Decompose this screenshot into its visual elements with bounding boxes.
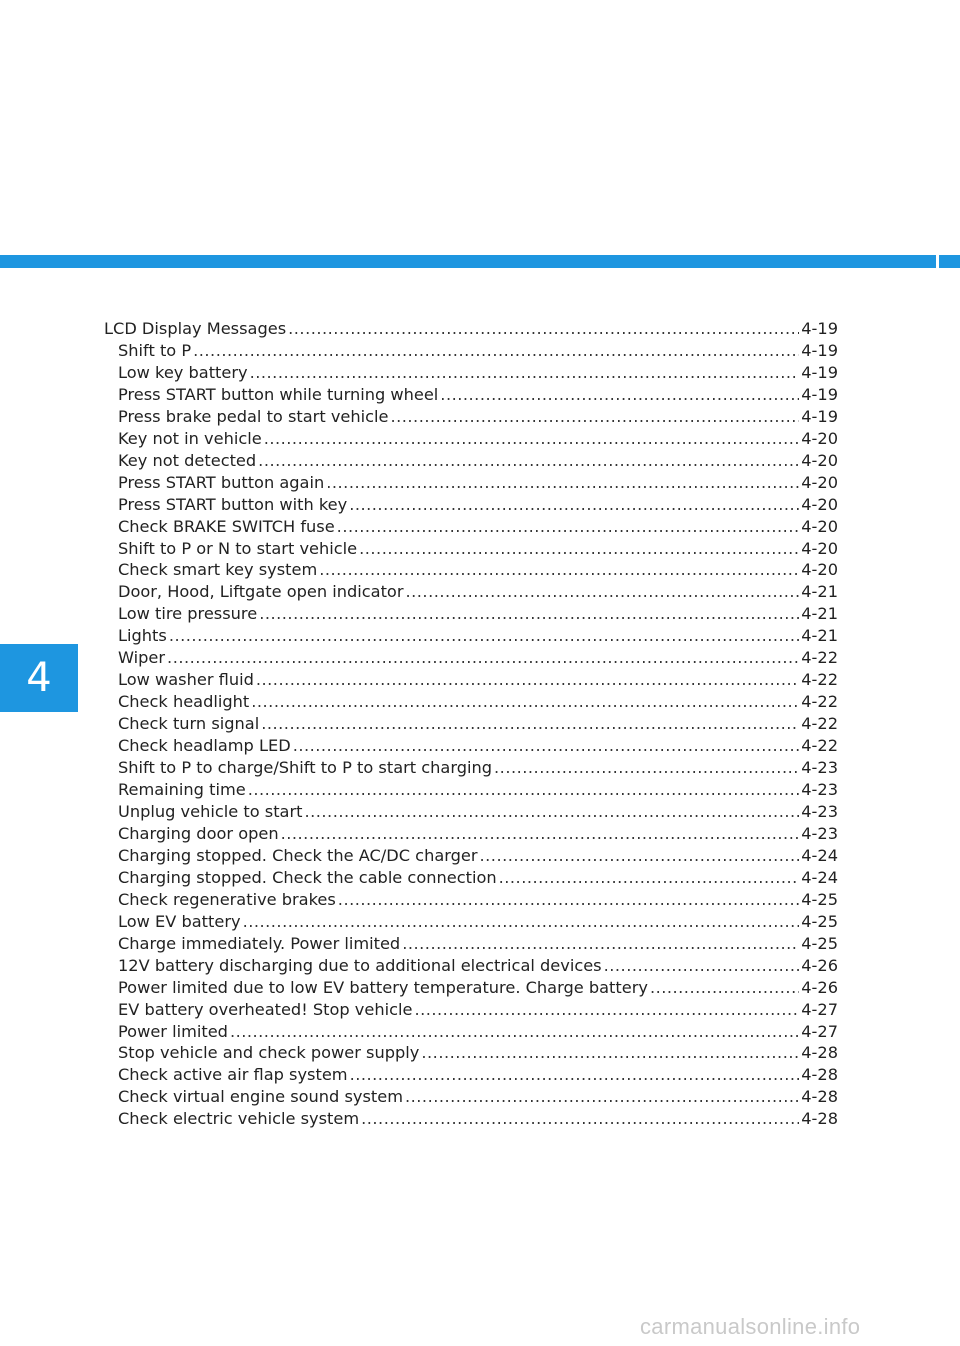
toc-entry-title: Shift to P xyxy=(118,340,192,360)
toc-dot-leader xyxy=(406,581,800,603)
toc-entry-title: Unplug vehicle to start xyxy=(118,801,303,821)
toc-dot-leader xyxy=(650,977,799,999)
toc-entry-page: 4-28 xyxy=(801,1043,838,1063)
toc-entry-page: 4-20 xyxy=(801,560,838,580)
toc-entry[interactable] xyxy=(104,1021,838,1043)
toc-entry-title: Shift to P to charge/Shift to P to start charging xyxy=(118,758,493,778)
toc-dot-leader xyxy=(281,823,800,845)
toc-entry-page: 4-20 xyxy=(801,472,838,492)
toc-entry-title: Shift to P or N to start vehicle xyxy=(118,538,358,558)
header-accent-bar xyxy=(0,255,960,268)
toc-entry-page: 4-19 xyxy=(801,384,838,404)
toc-entry-page: 4-23 xyxy=(801,780,838,800)
toc-entry-page: 4-19 xyxy=(801,406,838,426)
toc-entry[interactable] xyxy=(104,955,838,977)
toc-entry[interactable] xyxy=(104,823,838,845)
toc-dot-leader xyxy=(261,713,799,735)
toc-entry-page: 4-21 xyxy=(801,626,838,646)
toc-entry-page: 4-20 xyxy=(801,516,838,536)
toc-entry-title: Check smart key system xyxy=(118,560,318,580)
toc-dot-leader xyxy=(359,538,799,560)
toc-entry-page: 4-22 xyxy=(801,648,838,668)
toc-entry-title: Check regenerative brakes xyxy=(118,889,336,909)
toc-entry-title: Check turn signal xyxy=(118,714,260,734)
toc-entry-page: 4-28 xyxy=(801,1109,838,1129)
toc-entry[interactable] xyxy=(104,757,838,779)
toc-entry-page: 4-23 xyxy=(801,823,838,843)
toc-dot-leader xyxy=(499,867,800,889)
toc-entry-title: 12V battery discharging due to additional electrical devices xyxy=(118,955,602,975)
toc-entry-title: Press START button again xyxy=(118,472,325,492)
toc-entry-title: Press brake pedal to start vehicle xyxy=(118,406,389,426)
toc-dot-leader xyxy=(350,1064,800,1086)
toc-entry-title: Remaining time xyxy=(118,780,246,800)
header-accent-notch xyxy=(936,255,939,268)
toc-entry-page: 4-27 xyxy=(801,1021,838,1041)
toc-dot-leader xyxy=(304,801,799,823)
chapter-tab: 4 xyxy=(0,644,78,712)
toc-entry-page: 4-22 xyxy=(801,736,838,756)
toc-dot-leader xyxy=(494,757,799,779)
toc-entry[interactable] xyxy=(104,1042,838,1064)
toc-entry-page: 4-19 xyxy=(801,362,838,382)
toc-entry-title: Charging stopped. Check the cable connection xyxy=(118,867,497,887)
toc-dot-leader xyxy=(293,735,800,757)
toc-entry-page: 4-20 xyxy=(801,494,838,514)
toc-entry[interactable] xyxy=(104,1108,838,1130)
toc-entry-title: Power limited due to low EV battery temperature. Charge battery xyxy=(118,977,648,997)
toc-entry-title: Lights xyxy=(118,626,167,646)
toc-entry-page: 4-19 xyxy=(801,340,838,360)
toc-entry-page: 4-28 xyxy=(801,1087,838,1107)
toc-dot-leader xyxy=(319,559,799,581)
toc-entry[interactable] xyxy=(104,735,838,757)
toc-dot-leader xyxy=(250,362,800,384)
toc-dot-leader xyxy=(338,889,799,911)
toc-entry-page: 4-25 xyxy=(801,911,838,931)
toc-entry-title: Check electric vehicle system xyxy=(118,1109,360,1129)
toc-entry[interactable] xyxy=(104,340,838,362)
toc-dot-leader xyxy=(349,494,799,516)
toc-dot-leader xyxy=(440,384,799,406)
toc-entry[interactable] xyxy=(104,691,838,713)
toc-entry[interactable] xyxy=(104,603,838,625)
toc-entry-title: Power limited xyxy=(118,1021,228,1041)
toc-entry-title: Check active air flap system xyxy=(118,1065,348,1085)
toc-dot-leader xyxy=(256,669,799,691)
toc-entry-page: 4-19 xyxy=(801,319,838,338)
toc-entry[interactable] xyxy=(104,845,838,867)
toc-dot-leader xyxy=(288,318,799,340)
toc-dot-leader xyxy=(421,1042,799,1064)
toc-entry-page: 4-25 xyxy=(801,933,838,953)
table-of-contents xyxy=(104,318,838,1130)
toc-entry-title: Charging door open xyxy=(118,823,279,843)
toc-entry[interactable] xyxy=(104,384,838,406)
watermark: carmanualsonline.info xyxy=(640,1314,861,1339)
toc-entry-page: 4-20 xyxy=(801,428,838,448)
toc-dot-leader xyxy=(361,1108,799,1130)
toc-dot-leader xyxy=(258,450,799,472)
toc-dot-leader xyxy=(604,955,800,977)
toc-entry[interactable] xyxy=(104,472,838,494)
toc-dot-leader xyxy=(337,516,800,538)
toc-entry-page: 4-22 xyxy=(801,670,838,690)
toc-entry[interactable] xyxy=(104,450,838,472)
toc-entry[interactable] xyxy=(104,494,838,516)
toc-dot-leader xyxy=(405,1086,799,1108)
toc-entry[interactable] xyxy=(104,1086,838,1108)
toc-entry-title: LCD Display Messages xyxy=(104,319,287,338)
toc-entry[interactable] xyxy=(104,625,838,647)
toc-entry-title: Key not in vehicle xyxy=(118,428,262,448)
toc-entry-page: 4-21 xyxy=(801,582,838,602)
toc-entry[interactable] xyxy=(104,911,838,933)
toc-entry[interactable] xyxy=(104,516,838,538)
toc-dot-leader xyxy=(326,472,799,494)
toc-entry-page: 4-21 xyxy=(801,604,838,624)
toc-entry-page: 4-22 xyxy=(801,692,838,712)
toc-entry-page: 4-23 xyxy=(801,801,838,821)
toc-entry[interactable] xyxy=(104,801,838,823)
toc-entry[interactable] xyxy=(104,647,838,669)
toc-entry-page: 4-27 xyxy=(801,999,838,1019)
toc-dot-leader xyxy=(251,691,799,713)
toc-entry[interactable] xyxy=(104,977,838,999)
toc-dot-leader xyxy=(167,647,799,669)
toc-dot-leader xyxy=(193,340,799,362)
toc-dot-leader xyxy=(248,779,800,801)
toc-entry-page: 4-28 xyxy=(801,1065,838,1085)
toc-entry[interactable] xyxy=(104,1064,838,1086)
toc-entry[interactable] xyxy=(104,889,838,911)
toc-dot-leader xyxy=(264,428,800,450)
toc-entry-page: 4-22 xyxy=(801,714,838,734)
toc-entry[interactable] xyxy=(104,538,838,560)
toc-entry-title: Key not detected xyxy=(118,450,257,470)
toc-entry[interactable] xyxy=(104,867,838,889)
toc-entry-page: 4-26 xyxy=(801,955,838,975)
toc-entry[interactable] xyxy=(104,559,838,581)
toc-entry[interactable] xyxy=(104,779,838,801)
toc-entry-title: Check BRAKE SWITCH fuse xyxy=(118,516,335,536)
toc-entry[interactable] xyxy=(104,999,838,1021)
toc-entry-title: Check headlight xyxy=(118,692,250,712)
toc-entry-title: Press START button while turning wheel xyxy=(118,384,439,404)
toc-dot-leader xyxy=(414,999,799,1021)
toc-entry-page: 4-23 xyxy=(801,758,838,778)
toc-entry-page: 4-24 xyxy=(801,867,838,887)
toc-entry-title: Check virtual engine sound system xyxy=(118,1087,403,1107)
toc-dot-leader xyxy=(402,933,799,955)
toc-dot-leader xyxy=(243,911,800,933)
toc-entry-title: Stop vehicle and check power supply xyxy=(118,1043,420,1063)
toc-entry-title: Door, Hood, Liftgate open indicator xyxy=(118,582,404,602)
toc-dot-leader xyxy=(390,406,799,428)
toc-entry-page: 4-20 xyxy=(801,450,838,470)
toc-entry-title: Low key battery xyxy=(118,362,248,382)
toc-entry[interactable] xyxy=(104,318,838,340)
toc-entry[interactable] xyxy=(104,933,838,955)
toc-entry-title: Low tire pressure xyxy=(118,604,258,624)
toc-entry[interactable] xyxy=(104,669,838,691)
toc-dot-leader xyxy=(169,625,799,647)
toc-entry-title: Low EV battery xyxy=(118,911,241,931)
toc-entry-title: Charging stopped. Check the AC/DC charger xyxy=(118,845,478,865)
toc-entry[interactable] xyxy=(104,362,838,384)
toc-dot-leader xyxy=(259,603,799,625)
toc-entry[interactable] xyxy=(104,406,838,428)
toc-entry-page: 4-20 xyxy=(801,538,838,558)
toc-entry-title: Wiper xyxy=(118,648,166,668)
toc-entry[interactable] xyxy=(104,581,838,603)
toc-entry-title: EV battery overheated! Stop vehicle xyxy=(118,999,413,1019)
toc-dot-leader xyxy=(230,1021,799,1043)
toc-entry-page: 4-24 xyxy=(801,845,838,865)
toc-entry-title: Charge immediately. Power limited xyxy=(118,933,401,953)
toc-entry[interactable] xyxy=(104,428,838,450)
toc-entry-title: Press START button with key xyxy=(118,494,348,514)
toc-dot-leader xyxy=(480,845,800,867)
toc-entry-page: 4-25 xyxy=(801,889,838,909)
toc-entry[interactable] xyxy=(104,713,838,735)
toc-entry-title: Check headlamp LED xyxy=(118,736,291,756)
toc-entry-title: Low washer fluid xyxy=(118,670,254,690)
toc-entry-page: 4-26 xyxy=(801,977,838,997)
